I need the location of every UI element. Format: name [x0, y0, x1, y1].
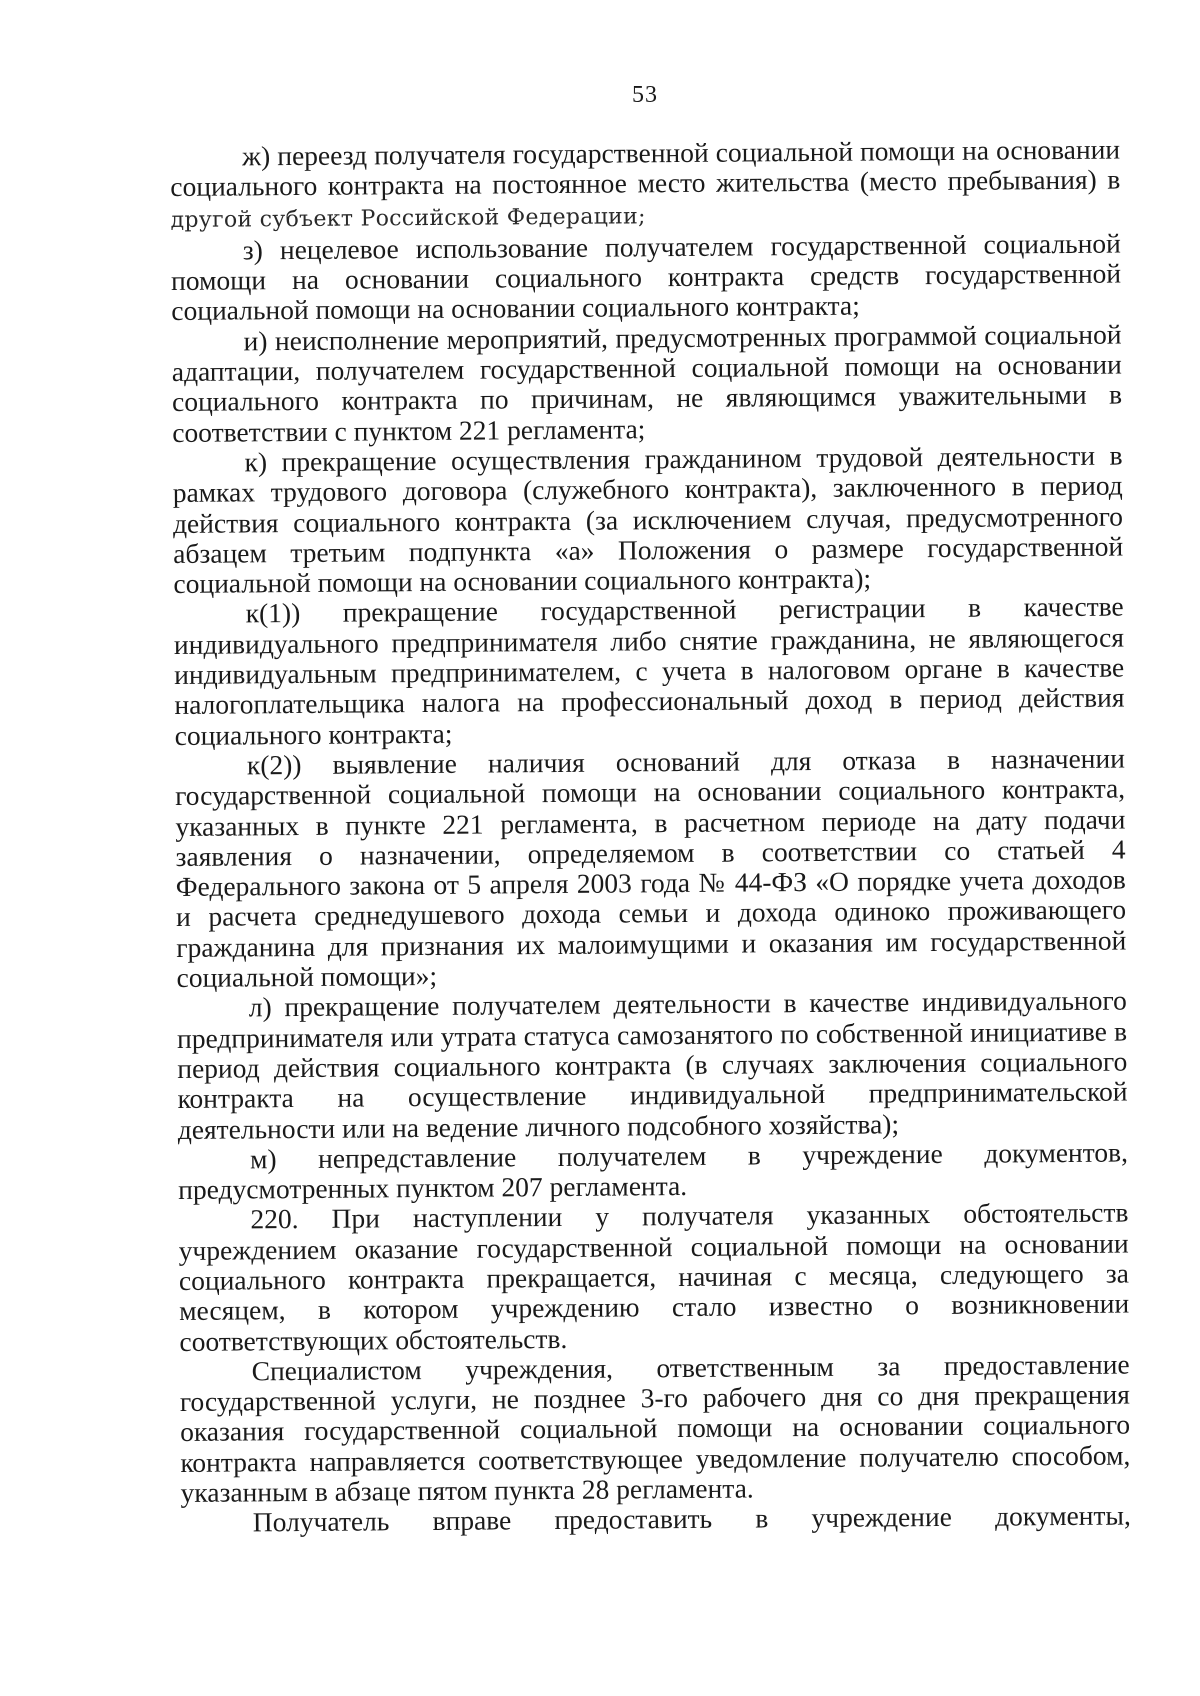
paragraph-k2: к(2)) выявление наличия оснований для отказа в назначении государственной социальной помощи на основании социального контракта, указанных в пункте 221 регламента, в расчетном периоде на дату подачи заявления о назначении, определяемом в соответствии со статьей 4 Федерального закона от 5 апреля 2003 года № 44-ФЗ «О порядке учета доходов и расчета среднедушевого дохода семьи и дохода одиноко проживающего гражданина для признания их малоимущими и оказания им государственной социальной помощи»;: [175, 742, 1127, 993]
paragraph-specialist: Специалистом учреждения, ответственным за предоставление государственной услуги, не позднее 3-го рабочего дня со дня прекращения оказания государственной социальной помощи на основании социального контракта направляется соответствующее уведомление получателю способом, указанным в абзаце пятом пункта 28 регламента.: [179, 1348, 1131, 1509]
paragraph-text: ж) переезд получателя государственной социальной помощи на основании социального контракта на постоянное место жительства (место пребывания) в: [170, 133, 1121, 203]
page-number: 53: [632, 82, 658, 108]
document-body: [170, 135, 1131, 1539]
paragraph-k1: к(1)) прекращение государственной регистрации в качестве индивидуального предпринимателя либо снятие гражданина, не являющегося индивидуальным предпринимателем, с учета в налоговом органе в качестве налогоплательщика налога на профессиональный доход в период действия социального контракта;: [173, 590, 1125, 751]
paragraph-k: к) прекращение осуществления гражданином трудовой деятельности в рамках трудового договора (служебного контракта), заключенного в период действия социального контракта (за исключением случая, предусмотренного абзацем третьим подпункта «а» Положения о размере государственной социальной помощи на основании социального контракта);: [172, 439, 1124, 600]
paragraph-text-tail: другой субъект Российской Федерации;: [170, 203, 646, 233]
paragraph-zh: [170, 135, 1121, 236]
paragraph-m: м) непредставление получателем в учреждение документов, предусмотренных пунктом 207 регламента.: [178, 1136, 1129, 1206]
paragraph-i: и) неисполнение мероприятий, предусмотренных программой социальной адаптации, получателем государственной социальной помощи на основании социального контракта по причинам, не являющимся уважительными в соответствии с пунктом 221 регламента;: [171, 318, 1123, 448]
paragraph-l: л) прекращение получателем деятельности в качестве индивидуального предпринимателя или утрата статуса самозанятого по собственной инициативе в период действия социального контракта (в случаях заключения социального контракта на осуществление индивидуальной предпринимательской деятельности или на ведение личного подсобного хозяйства);: [176, 984, 1128, 1145]
paragraph-z: з) нецелевое использование получателем государственной социальной помощи на основании социального контракта средств государственной социальной помощи на основании социального контракта;: [170, 227, 1122, 327]
paragraph-recipient: Получатель вправе предоставить в учреждение документы,: [252, 1499, 1131, 1538]
paragraph-220: 220. При наступлении у получателя указанных обстоятельств учреждением оказание государственной социальной помощи на основании социального контракта прекращается, начиная с месяца, следующего за месяцем, в котором учреждению стало известно о возникновении соответствующих обстоятельств.: [178, 1196, 1130, 1357]
